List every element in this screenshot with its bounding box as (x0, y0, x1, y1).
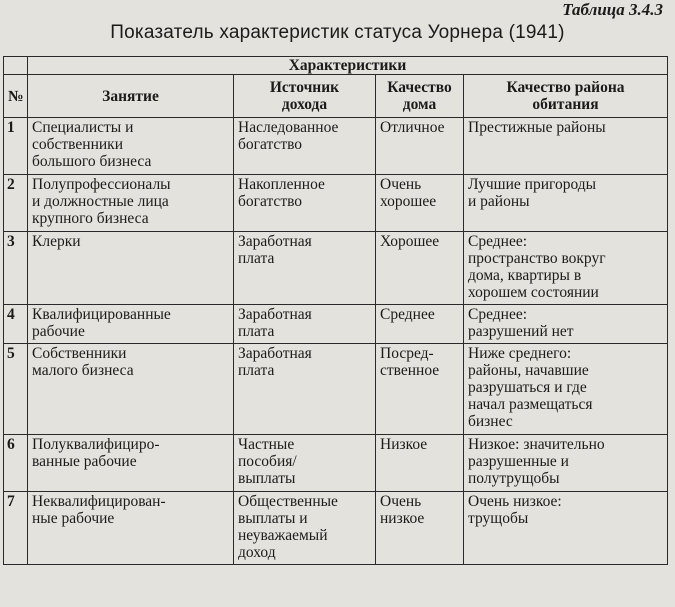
occupation-cell (28, 492, 234, 565)
housing-cell (376, 435, 464, 492)
table-row (4, 232, 668, 305)
row-num-value: 1 (7, 119, 15, 136)
header-num-label: № (8, 87, 24, 105)
housing-value: Отличное (380, 119, 445, 136)
housing-cell (376, 175, 464, 232)
district-value: Лучшие пригороды и районы (468, 176, 597, 210)
header-occupation-label: Занятие (102, 87, 159, 105)
row-num (4, 435, 28, 492)
header-district-label: Качество района обитания (506, 79, 625, 113)
occupation-cell (28, 344, 234, 435)
header-housing (376, 75, 464, 118)
district-value: Низкое: значительно разрушенные и полутрущобы (468, 436, 605, 487)
row-num (4, 305, 28, 344)
housing-value: Среднее (380, 306, 435, 323)
income-cell (234, 175, 376, 232)
occupation-cell (28, 175, 234, 232)
header-num (4, 75, 28, 118)
income-cell (234, 232, 376, 305)
occupation-cell (28, 232, 234, 305)
income-value: Заработная плата (238, 233, 312, 267)
row-num (4, 344, 28, 435)
occupation-cell (28, 118, 234, 175)
table-row (4, 492, 668, 565)
income-value: Заработная плата (238, 306, 312, 340)
row-num-value: 4 (7, 306, 15, 323)
district-value: Среднее: разрушений нет (468, 306, 574, 340)
table-row (4, 305, 668, 344)
header-housing-label: Качество дома (387, 79, 452, 113)
district-cell (464, 175, 668, 232)
income-cell (234, 344, 376, 435)
row-num (4, 175, 28, 232)
occupation-cell (28, 305, 234, 344)
occupation-value: Специалисты и собственники большого бизнеса (32, 119, 152, 170)
header-income-label: Источник дохода (269, 79, 340, 113)
district-cell (464, 492, 668, 565)
housing-cell (376, 118, 464, 175)
row-num (4, 492, 28, 565)
header-district (464, 75, 668, 118)
empty-corner-cell (4, 57, 28, 75)
occupation-value: Неквалифицирован- ные рабочие (32, 493, 166, 527)
warner-status-table (3, 56, 668, 565)
table-number: Таблица 3.4.3 (562, 0, 663, 19)
district-value: Очень низкое: трущобы (468, 493, 562, 527)
district-cell (464, 305, 668, 344)
table-row (4, 435, 668, 492)
row-num-value: 3 (7, 233, 15, 250)
header-occupation (28, 75, 234, 118)
housing-value: Очень низкое (380, 493, 425, 527)
income-cell (234, 118, 376, 175)
row-num-value: 6 (7, 436, 15, 453)
occupation-cell (28, 435, 234, 492)
district-value: Ниже среднего: районы, начавшие разрушаться и где начал размещаться бизнес (468, 345, 593, 430)
table-row (4, 175, 668, 232)
occupation-value: Квалифицированные рабочие (32, 306, 171, 340)
row-num-value: 7 (7, 493, 15, 510)
occupation-value: Собственники малого бизнеса (32, 345, 134, 379)
income-value: Частные пособия/ выплаты (238, 436, 297, 487)
housing-cell (376, 305, 464, 344)
income-cell (234, 305, 376, 344)
table-row (4, 344, 668, 435)
housing-value: Очень хорошее (380, 176, 437, 210)
district-cell (464, 118, 668, 175)
housing-value: Посред- ственное (380, 345, 440, 379)
income-value: Накопленное богатство (238, 176, 325, 210)
housing-cell (376, 232, 464, 305)
income-cell (234, 492, 376, 565)
housing-value: Низкое (380, 436, 428, 453)
housing-cell (376, 492, 464, 565)
table-row (4, 118, 668, 175)
district-cell (464, 435, 668, 492)
occupation-value: Полуквалифициро- ванные рабочие (32, 436, 160, 470)
row-num-value: 2 (7, 176, 15, 193)
income-value: Наследованное богатство (238, 119, 339, 153)
district-cell (464, 344, 668, 435)
row-num-value: 5 (7, 345, 15, 362)
district-value: Престижные районы (468, 119, 606, 136)
district-value: Среднее: пространство вокруг дома, квартиры в хорошем состоянии (468, 233, 606, 301)
housing-cell (376, 344, 464, 435)
district-cell (464, 232, 668, 305)
occupation-value: Клерки (32, 233, 81, 250)
occupation-value: Полупрофессионалы и должностные лица крупного бизнеса (32, 176, 171, 227)
header-group-characteristics: Характеристики (28, 57, 668, 75)
housing-value: Хорошее (380, 233, 440, 250)
income-cell (234, 435, 376, 492)
income-value: Общественные выплаты и неуважаемый доход (238, 493, 338, 561)
header-income (234, 75, 376, 118)
row-num (4, 232, 28, 305)
row-num (4, 118, 28, 175)
table-title: Показатель характеристик статуса Уорнера (1941) (110, 22, 565, 43)
income-value: Заработная плата (238, 345, 312, 379)
